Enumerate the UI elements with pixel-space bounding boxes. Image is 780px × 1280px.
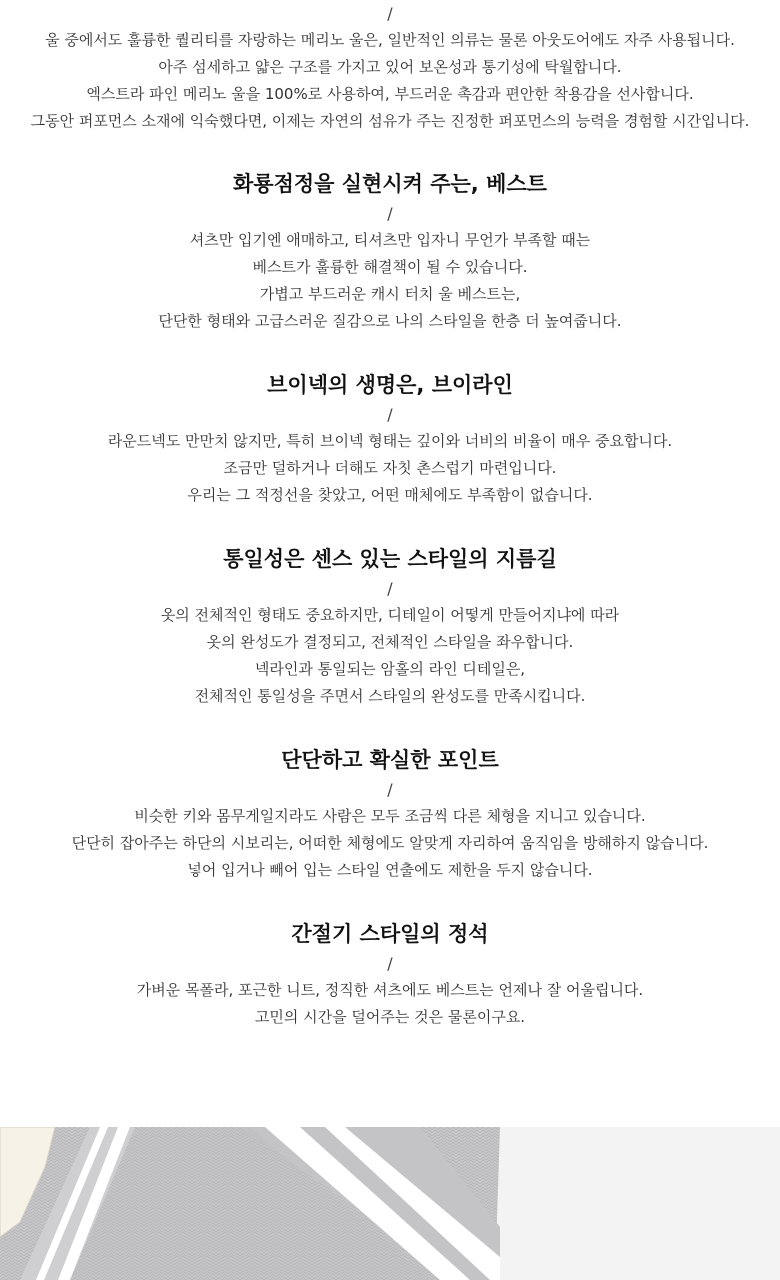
section-heading: 화룡점정을 실현시켜 주는, 베스트 bbox=[233, 172, 547, 196]
section-heading: 단단하고 확실한 포인트 bbox=[281, 748, 499, 772]
divider-slash: / bbox=[387, 204, 393, 223]
intro-line: 아주 섬세하고 얇은 구조를 가지고 있어 보온성과 통기성에 탁월합니다. bbox=[158, 58, 622, 76]
section-line: 고민의 시간을 덜어주는 것은 물론이구요. bbox=[254, 1008, 526, 1026]
section-heading: 간절기 스타일의 정석 bbox=[291, 922, 489, 946]
section-line: 가벼운 목폴라, 포근한 니트, 정직한 셔츠에도 베스트는 언제나 잘 어울립니다. bbox=[136, 981, 644, 999]
divider-slash: / bbox=[387, 405, 393, 424]
section-line: 단단히 잡아주는 하단의 시보리는, 어떠한 체형에도 알맞게 자리하여 움직임을 방해하지 않습니다. bbox=[71, 834, 709, 852]
section-line: 우리는 그 적정선을 찾았고, 어떤 매체에도 부족함이 없습니다. bbox=[187, 486, 593, 504]
intro-line: 울 중에서도 훌륭한 퀄리티를 자랑하는 메리노 울은, 일반적인 의류는 물론 아웃도어에도 자주 사용됩니다. bbox=[45, 31, 735, 49]
section-point bbox=[0, 744, 780, 884]
section-line: 라운드넥도 만만치 않지만, 특히 브이넥 형태는 깊이와 너비의 비율이 매우 중요합니다. bbox=[107, 432, 673, 450]
section-line: 옷의 완성도가 결정되고, 전체적인 스타일을 좌우합니다. bbox=[206, 633, 574, 651]
knit-vest-photo bbox=[0, 1127, 780, 1280]
section-line: 단단한 형태와 고급스러운 질감으로 나의 스타일을 한층 더 높여줍니다. bbox=[158, 312, 622, 330]
section-line: 가볍고 부드러운 캐시 터치 울 베스트는, bbox=[259, 285, 521, 303]
divider-slash: / bbox=[387, 4, 393, 23]
section-unity bbox=[0, 543, 780, 710]
section-line: 비슷한 키와 몸무게일지라도 사람은 모두 조금씩 다른 체형을 지니고 있습니다. bbox=[134, 807, 646, 825]
section-line: 전체적인 통일성을 주면서 스타일의 완성도를 만족시킵니다. bbox=[194, 687, 586, 705]
knit-vest-image bbox=[0, 1127, 780, 1280]
section-line: 넥라인과 통일되는 암홀의 라인 디테일은, bbox=[254, 660, 526, 678]
intro-block bbox=[0, 0, 780, 135]
intro-line: 엑스트라 파인 메리노 울을 100%로 사용하여, 부드러운 촉감과 편안한 착용감을 선사합니다. bbox=[86, 85, 694, 103]
section-line: 넣어 입거나 빼어 입는 스타일 연출에도 제한을 두지 않습니다. bbox=[187, 861, 593, 879]
divider-slash: / bbox=[387, 579, 393, 598]
divider-slash: / bbox=[387, 780, 393, 799]
section-transition-season bbox=[0, 918, 780, 1031]
section-heading: 브이넥의 생명은, 브이라인 bbox=[267, 373, 513, 397]
section-heading: 통일성은 센스 있는 스타일의 지름길 bbox=[223, 547, 557, 571]
section-best-vest bbox=[0, 168, 780, 335]
section-v-neck bbox=[0, 369, 780, 509]
intro-line: 그동안 퍼포먼스 소재에 익숙했다면, 이제는 자연의 섬유가 주는 진정한 퍼포먼스의 능력을 경험할 시간입니다. bbox=[30, 112, 750, 130]
section-line: 조금만 덜하거나 더해도 자칫 촌스럽기 마련입니다. bbox=[223, 459, 557, 477]
section-line: 셔츠만 입기엔 애매하고, 티셔츠만 입자니 무언가 부족할 때는 bbox=[189, 231, 591, 249]
section-line: 베스트가 훌륭한 해결책이 될 수 있습니다. bbox=[252, 258, 528, 276]
divider-slash: / bbox=[387, 954, 393, 973]
section-line: 옷의 전체적인 형태도 중요하지만, 디테일이 어떻게 만들어지냐에 따라 bbox=[160, 606, 620, 624]
